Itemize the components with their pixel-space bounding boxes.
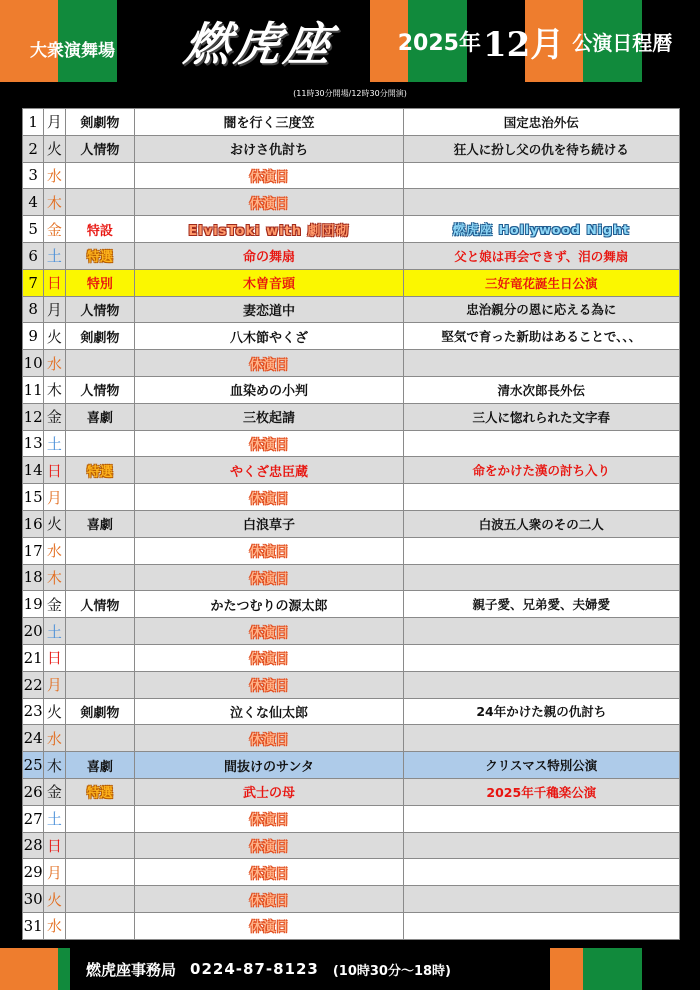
- note-cell: [403, 805, 679, 832]
- day-cell: 23: [23, 698, 44, 725]
- schedule-row: [23, 832, 680, 859]
- day-cell: 18: [23, 564, 44, 591]
- genre-cell: [65, 430, 135, 457]
- date-heading: [370, 0, 700, 82]
- schedule-row: [23, 912, 680, 939]
- weekday-cell: 火: [44, 886, 65, 913]
- day-cell: 22: [23, 671, 44, 698]
- schedule-row: [23, 618, 680, 645]
- show-title-cell: 白浪草子: [135, 510, 403, 537]
- schedule-row: [23, 323, 680, 350]
- heading-title: 公演日程暦: [572, 30, 673, 55]
- show-title-cell: 休演日: [135, 537, 403, 564]
- genre-cell: [65, 564, 135, 591]
- day-cell: 25: [23, 752, 44, 779]
- day-cell: 26: [23, 778, 44, 805]
- show-title-cell: 休演日: [135, 671, 403, 698]
- schedule-row: [23, 296, 680, 323]
- weekday-cell: 土: [44, 242, 65, 269]
- day-cell: 2: [23, 135, 44, 162]
- weekday-cell: 土: [44, 430, 65, 457]
- weekday-cell: 火: [44, 698, 65, 725]
- note-cell: 命をかけた漢の討ち入り: [403, 457, 679, 484]
- schedule-row: [23, 242, 680, 269]
- day-cell: 13: [23, 430, 44, 457]
- note-cell: 24年かけた親の仇討ち: [403, 698, 679, 725]
- genre-cell: [65, 484, 135, 511]
- footer-office: 燃虎座事務局: [86, 960, 177, 979]
- show-title-cell: かたつむりの源太郎: [135, 591, 403, 618]
- schedule-row: [23, 109, 680, 136]
- genre-cell: 喜劇: [65, 752, 135, 779]
- note-cell: 三好竜花誕生日公演: [403, 269, 679, 296]
- heading-year: 2025年: [397, 30, 481, 56]
- genre-cell: [65, 725, 135, 752]
- weekday-cell: 火: [44, 510, 65, 537]
- schedule-body: [23, 109, 680, 940]
- note-cell: クリスマス特別公演: [403, 752, 679, 779]
- schedule-row: [23, 778, 680, 805]
- weekday-cell: 月: [44, 671, 65, 698]
- schedule-row: [23, 403, 680, 430]
- show-title-cell: 命の舞扇: [135, 242, 403, 269]
- note-cell: 忠治親分の恩に応える為に: [403, 296, 679, 323]
- show-title-cell: 休演日: [135, 618, 403, 645]
- schedule-row: [23, 457, 680, 484]
- genre-cell: 剣劇物: [65, 109, 135, 136]
- genre-cell: 特選: [65, 242, 135, 269]
- show-title-cell: 八木節やくざ: [135, 323, 403, 350]
- genre-cell: 特選: [65, 778, 135, 805]
- note-cell: 燃虎座 Hollywood Night: [403, 216, 679, 243]
- weekday-cell: 火: [44, 323, 65, 350]
- schedule-row: [23, 752, 680, 779]
- genre-cell: 人情物: [65, 135, 135, 162]
- weekday-cell: 水: [44, 537, 65, 564]
- footer-hours: (10時30分～18時): [332, 963, 451, 979]
- day-cell: 12: [23, 403, 44, 430]
- genre-cell: [65, 886, 135, 913]
- genre-cell: [65, 912, 135, 939]
- show-title-cell: 休演日: [135, 886, 403, 913]
- show-title-cell: 休演日: [135, 564, 403, 591]
- note-cell: [403, 430, 679, 457]
- day-cell: 19: [23, 591, 44, 618]
- note-cell: 国定忠治外伝: [403, 109, 679, 136]
- note-cell: 三人に惚れられた文字春: [403, 403, 679, 430]
- genre-cell: 喜劇: [65, 403, 135, 430]
- weekday-cell: 水: [44, 350, 65, 377]
- schedule-row: [23, 644, 680, 671]
- schedule-row: [23, 886, 680, 913]
- weekday-cell: 土: [44, 805, 65, 832]
- schedule-table: [22, 108, 680, 940]
- show-title-cell: 休演日: [135, 832, 403, 859]
- day-cell: 21: [23, 644, 44, 671]
- weekday-cell: 金: [44, 591, 65, 618]
- day-cell: 24: [23, 725, 44, 752]
- day-cell: 6: [23, 242, 44, 269]
- note-cell: [403, 886, 679, 913]
- day-cell: 29: [23, 859, 44, 886]
- show-title-cell: 泣くな仙太郎: [135, 698, 403, 725]
- genre-cell: 特別: [65, 269, 135, 296]
- day-cell: 15: [23, 484, 44, 511]
- schedule-row: [23, 135, 680, 162]
- note-cell: [403, 484, 679, 511]
- schedule-row: [23, 510, 680, 537]
- weekday-cell: 月: [44, 859, 65, 886]
- weekday-cell: 木: [44, 752, 65, 779]
- note-cell: 親子愛、兄弟愛、夫婦愛: [403, 591, 679, 618]
- schedule-row: [23, 671, 680, 698]
- genre-cell: [65, 859, 135, 886]
- genre-cell: [65, 671, 135, 698]
- genre-cell: 人情物: [65, 591, 135, 618]
- weekday-cell: 日: [44, 644, 65, 671]
- day-cell: 16: [23, 510, 44, 537]
- weekday-cell: 日: [44, 269, 65, 296]
- note-cell: 狂人に扮し父の仇を待ち続ける: [403, 135, 679, 162]
- schedule-row: [23, 376, 680, 403]
- weekday-cell: 金: [44, 216, 65, 243]
- show-title-cell: 休演日: [135, 725, 403, 752]
- note-cell: [403, 832, 679, 859]
- genre-cell: [65, 537, 135, 564]
- weekday-cell: 水: [44, 162, 65, 189]
- schedule-row: [23, 805, 680, 832]
- show-title-cell: 休演日: [135, 644, 403, 671]
- show-title-cell: 闇を行く三度笠: [135, 109, 403, 136]
- day-cell: 14: [23, 457, 44, 484]
- weekday-cell: 火: [44, 135, 65, 162]
- genre-cell: [65, 162, 135, 189]
- day-cell: 4: [23, 189, 44, 216]
- day-cell: 8: [23, 296, 44, 323]
- show-title-cell: 妻恋道中: [135, 296, 403, 323]
- note-cell: 白波五人衆のその二人: [403, 510, 679, 537]
- schedule-row: [23, 537, 680, 564]
- weekday-cell: 月: [44, 484, 65, 511]
- weekday-cell: 水: [44, 725, 65, 752]
- show-title-cell: やくざ忠臣蔵: [135, 457, 403, 484]
- day-cell: 30: [23, 886, 44, 913]
- day-cell: 10: [23, 350, 44, 377]
- genre-cell: [65, 832, 135, 859]
- day-cell: 7: [23, 269, 44, 296]
- schedule-row: [23, 859, 680, 886]
- footer-contact: [70, 948, 550, 990]
- schedule-row: [23, 484, 680, 511]
- weekday-cell: 水: [44, 912, 65, 939]
- day-cell: 5: [23, 216, 44, 243]
- schedule-row: [23, 430, 680, 457]
- day-cell: 20: [23, 618, 44, 645]
- show-title-cell: おけさ仇討ち: [135, 135, 403, 162]
- genre-cell: 人情物: [65, 296, 135, 323]
- venue-name: 大衆演舞場: [30, 41, 115, 61]
- schedule-row: [23, 162, 680, 189]
- genre-cell: [65, 189, 135, 216]
- genre-cell: 特設: [65, 216, 135, 243]
- note-cell: 堅気で育った新助はあることで、、、: [403, 323, 679, 350]
- genre-cell: [65, 644, 135, 671]
- footer: [0, 948, 700, 990]
- note-cell: [403, 912, 679, 939]
- footer-phone[interactable]: 0224-87-8123: [190, 960, 319, 978]
- note-cell: [403, 618, 679, 645]
- show-title-cell: 休演日: [135, 484, 403, 511]
- schedule-row: [23, 698, 680, 725]
- logo: [150, 0, 370, 82]
- note-cell: [403, 725, 679, 752]
- show-title-cell: 休演日: [135, 430, 403, 457]
- day-cell: 31: [23, 912, 44, 939]
- weekday-cell: 木: [44, 564, 65, 591]
- genre-cell: 特選: [65, 457, 135, 484]
- open-time-note: (11時30分開場/12時30分開演): [293, 89, 407, 98]
- weekday-cell: 木: [44, 189, 65, 216]
- note-cell: [403, 162, 679, 189]
- genre-cell: [65, 805, 135, 832]
- show-title-cell: 武士の母: [135, 778, 403, 805]
- note-cell: [403, 644, 679, 671]
- heading-month: 12月: [482, 24, 565, 65]
- schedule-row: [23, 725, 680, 752]
- show-title-cell: 休演日: [135, 859, 403, 886]
- note-cell: [403, 671, 679, 698]
- day-cell: 17: [23, 537, 44, 564]
- weekday-cell: 月: [44, 296, 65, 323]
- note-cell: 2025年千穐楽公演: [403, 778, 679, 805]
- show-title-cell: 間抜けのサンタ: [135, 752, 403, 779]
- schedule-row: [23, 564, 680, 591]
- day-cell: 9: [23, 323, 44, 350]
- weekday-cell: 月: [44, 109, 65, 136]
- genre-cell: 喜劇: [65, 510, 135, 537]
- genre-cell: 剣劇物: [65, 323, 135, 350]
- schedule-row: [23, 591, 680, 618]
- day-cell: 1: [23, 109, 44, 136]
- day-cell: 28: [23, 832, 44, 859]
- day-cell: 3: [23, 162, 44, 189]
- note-cell: [403, 537, 679, 564]
- weekday-cell: 金: [44, 778, 65, 805]
- schedule-row: [23, 350, 680, 377]
- note-cell: [403, 189, 679, 216]
- weekday-cell: 金: [44, 403, 65, 430]
- show-title-cell: 休演日: [135, 162, 403, 189]
- show-title-cell: 休演日: [135, 189, 403, 216]
- schedule-row: [23, 216, 680, 243]
- schedule-row: [23, 269, 680, 296]
- show-title-cell: 木曽音頭: [135, 269, 403, 296]
- note-cell: [403, 859, 679, 886]
- genre-cell: 剣劇物: [65, 698, 135, 725]
- show-title-cell: 血染めの小判: [135, 376, 403, 403]
- show-title-cell: ElvisToki with 劇団砌: [135, 216, 403, 243]
- note-cell: [403, 350, 679, 377]
- genre-cell: 人情物: [65, 376, 135, 403]
- show-title-cell: 休演日: [135, 805, 403, 832]
- note-cell: 父と娘は再会できず、泪の舞扇: [403, 242, 679, 269]
- day-cell: 27: [23, 805, 44, 832]
- logo-text: 燃虎座: [180, 17, 339, 71]
- genre-cell: [65, 618, 135, 645]
- note-cell: [403, 564, 679, 591]
- weekday-cell: 木: [44, 376, 65, 403]
- weekday-cell: 日: [44, 832, 65, 859]
- weekday-cell: 土: [44, 618, 65, 645]
- show-title-cell: 休演日: [135, 912, 403, 939]
- weekday-cell: 日: [44, 457, 65, 484]
- day-cell: 11: [23, 376, 44, 403]
- show-title-cell: 三枚起請: [135, 403, 403, 430]
- show-title-cell: 休演日: [135, 350, 403, 377]
- note-cell: 清水次郎長外伝: [403, 376, 679, 403]
- genre-cell: [65, 350, 135, 377]
- schedule-row: [23, 189, 680, 216]
